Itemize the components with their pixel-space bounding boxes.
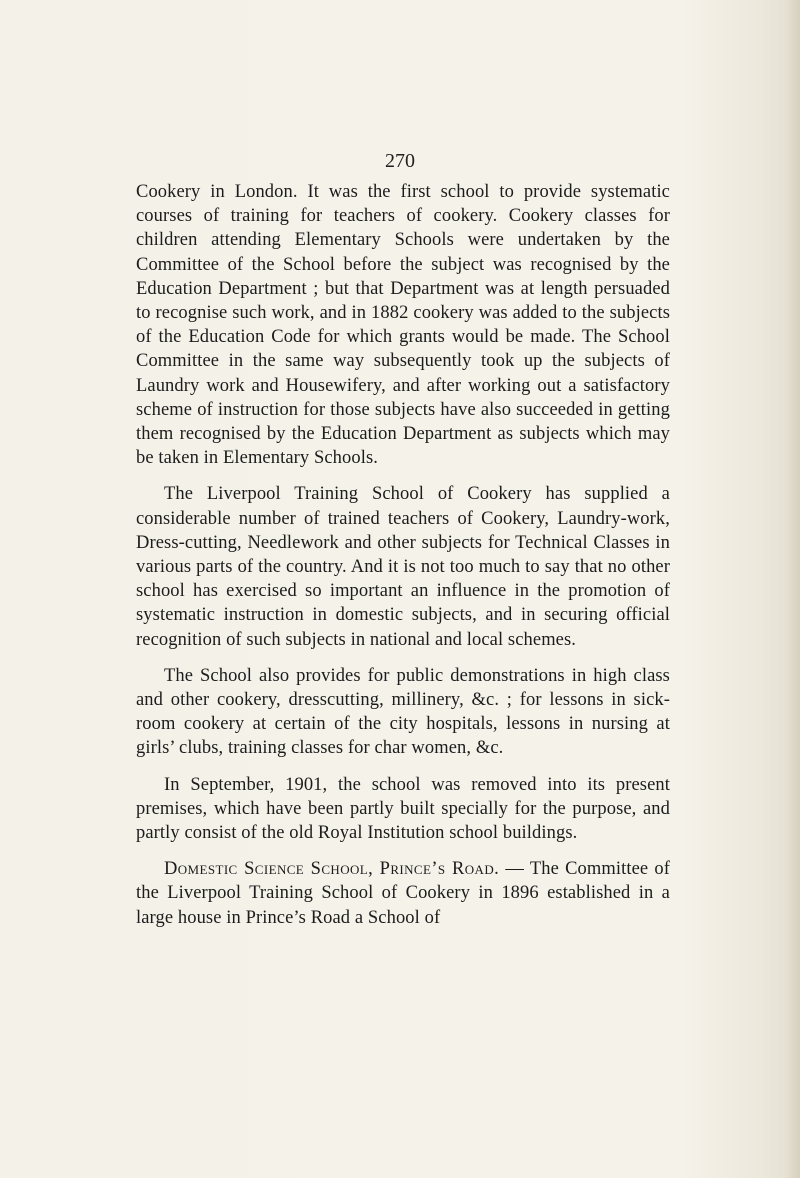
paragraph-3: The School also provides for public demonstrations in high class and other cookery, dresscutting, millinery, &c. ; for lessons in sick-room cookery at certain of the city hospitals, lessons in nursing at girls’ clubs, training classes for char women, &c. [136,665,670,759]
section-heading: Domestic Science School, Prince’s Road. [164,859,500,880]
page-number: 270 [385,150,415,172]
paragraph-1: Cookery in London. It was the first school to provide systematic courses of training for teachers of cookery. Cookery classes for children attending Elementary Schools were undertaken by the Committee of the School before the subject was recognised by the Education Department ; but that Department was at length persuaded to recognise such work, and in 1882 cookery was added to the subjects of the Education Code for which grants would be made. The School Committee in the same way subsequently took up the subjects of Laundry work and Housewifery, and after working out a satisfactory scheme of instruction for those subjects have also succeeded in getting them recognised by the Education Department as subjects which may be taken in Elementary Schools. [136,182,670,469]
paragraph-5 [136,857,670,930]
paragraph-4: In September, 1901, the school was removed into its present premises, which have been partly built specially for the purpose, and partly consist of the old Royal Institution school buildings. [136,774,670,844]
body-text [136,180,670,942]
paragraph-5-text: — The Committee of the Liverpool Training School of Cookery in 1896 established in a large house in Prince’s Road a School of [136,859,671,928]
page-edge-shadow [786,0,800,1178]
paragraph-2: The Liverpool Training School of Cookery has supplied a considerable number of trained teachers of Cookery, Laundry-work, Dress-cutting, Needlework and other subjects for Technical Classes in various parts of the country. And it is not too much to say that no other school has exercised so important an influence in the promotion of systematic instruction in domestic subjects, and in securing official recognition of such subjects in national and local schemes. [136,484,670,650]
